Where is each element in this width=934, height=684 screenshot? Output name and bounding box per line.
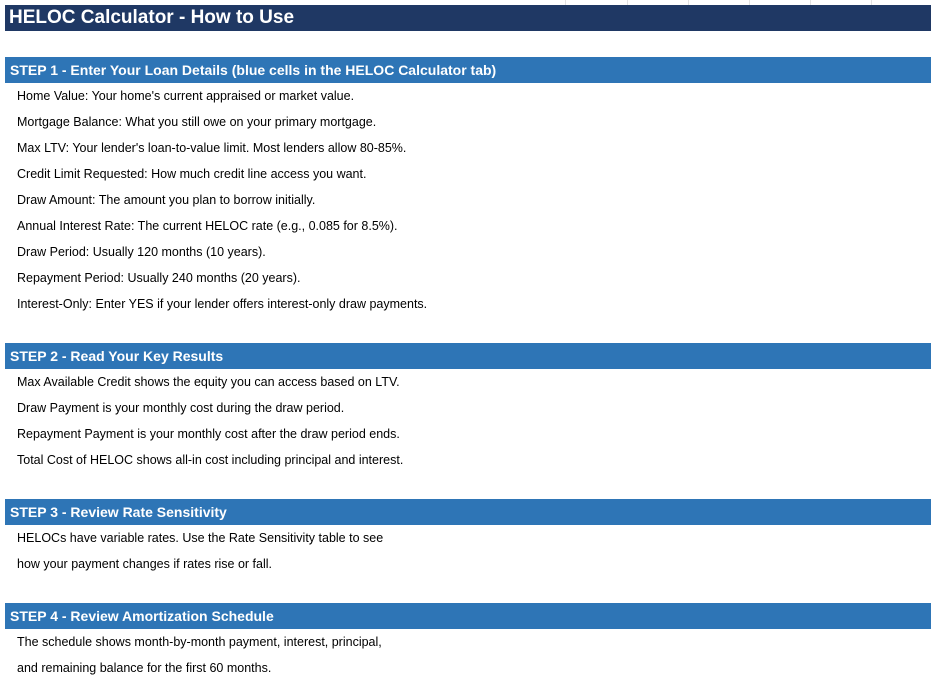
blank-row[interactable] bbox=[5, 317, 931, 343]
instruction-line[interactable]: and remaining balance for the first 60 months. bbox=[17, 661, 272, 675]
instruction-line[interactable]: HELOCs have variable rates. Use the Rate Sensitivity table to see bbox=[17, 531, 384, 545]
step-3-heading[interactable]: STEP 3 - Review Rate Sensitivity bbox=[5, 499, 931, 525]
instruction-line[interactable]: The schedule shows month-by-month payment, interest, principal, bbox=[17, 635, 382, 649]
blank-row[interactable] bbox=[5, 31, 931, 57]
instruction-line[interactable]: Home Value: Your home's current appraised or market value. bbox=[17, 89, 355, 103]
instruction-line[interactable]: Annual Interest Rate: The current HELOC rate (e.g., 0.085 for 8.5%). bbox=[17, 219, 398, 233]
instruction-line[interactable]: Max LTV: Your lender's loan-to-value limit. Most lenders allow 80-85%. bbox=[17, 141, 407, 155]
instruction-line[interactable]: Credit Limit Requested: How much credit line access you want. bbox=[17, 167, 367, 181]
instruction-line[interactable]: Draw Payment is your monthly cost during the draw period. bbox=[17, 401, 345, 415]
instruction-line[interactable]: Draw Period: Usually 120 months (10 years). bbox=[17, 245, 266, 259]
step-4-heading[interactable]: STEP 4 - Review Amortization Schedule bbox=[5, 603, 931, 629]
instruction-line[interactable]: Interest-Only: Enter YES if your lender offers interest-only draw payments. bbox=[17, 297, 428, 311]
instruction-line[interactable]: Mortgage Balance: What you still owe on your primary mortgage. bbox=[17, 115, 377, 129]
blank-row[interactable] bbox=[5, 577, 931, 603]
blank-row[interactable] bbox=[5, 473, 931, 499]
instruction-line[interactable]: Repayment Payment is your monthly cost after the draw period ends. bbox=[17, 427, 400, 441]
instruction-line[interactable]: how your payment changes if rates rise or fall. bbox=[17, 557, 272, 571]
step-2-heading[interactable]: STEP 2 - Read Your Key Results bbox=[5, 343, 931, 369]
spreadsheet bbox=[5, 5, 931, 681]
instruction-line[interactable]: Draw Amount: The amount you plan to borrow initially. bbox=[17, 193, 316, 207]
page-title[interactable]: HELOC Calculator - How to Use bbox=[5, 5, 931, 31]
instruction-line[interactable]: Max Available Credit shows the equity you can access based on LTV. bbox=[17, 375, 400, 389]
instruction-line[interactable]: Total Cost of HELOC shows all-in cost including principal and interest. bbox=[17, 453, 404, 467]
step-1-heading[interactable]: STEP 1 - Enter Your Loan Details (blue cells in the HELOC Calculator tab) bbox=[5, 57, 931, 83]
instruction-line[interactable]: Repayment Period: Usually 240 months (20 years). bbox=[17, 271, 301, 285]
